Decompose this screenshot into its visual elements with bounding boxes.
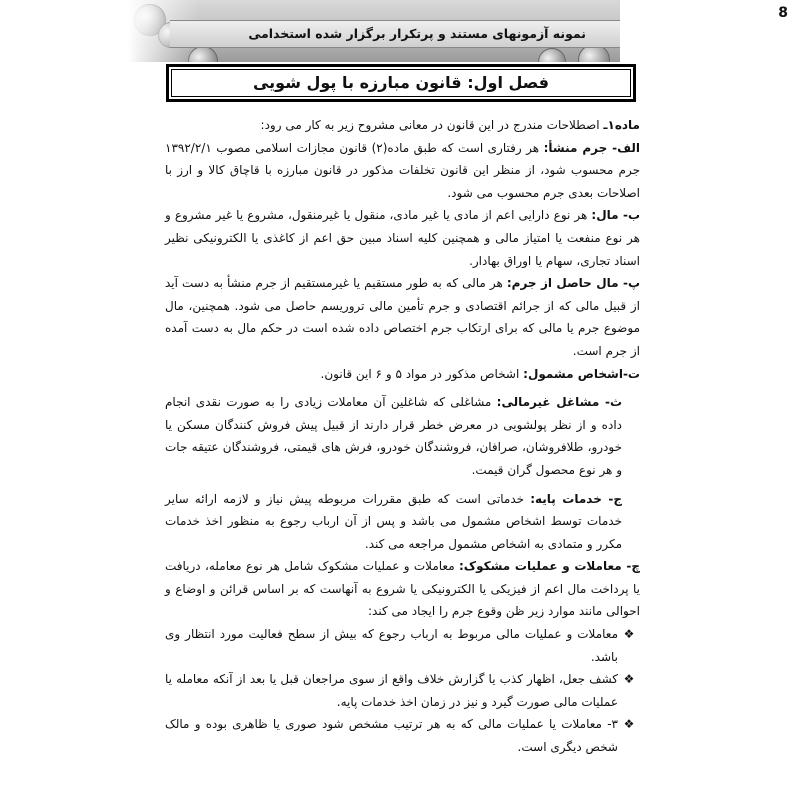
paragraph-label: ث- مشاغل غیرمالی: [496,395,623,410]
article-body [165,114,640,759]
chapter-title: فصل اول: قانون مبارزه با پول شویی [252,73,550,92]
paragraph-label: ت-اشخاص مشمول: [523,366,640,381]
paragraph-text: اشخاص مذکور در مواد ۵ و ۶ این قانون. [320,366,524,381]
chapter-title-box [166,64,636,102]
paragraph-text: هر رفتاری است که طبق ماده(۲) قانون مجازات اسلامی مصوب ۱۳۹۲/۲/۱ جرم محسوب شود، از منظر این قانون تخلفات مذکور در قانون مبارزه با قاچاق کالا و ارز با اصلاحات بعدی جرم محسوب می شود. [165,140,640,200]
paragraph [165,363,640,386]
paragraph [165,114,640,137]
diamond-bullet-icon: ❖ [623,672,635,687]
bullet-item [165,713,640,758]
header-title: نمونه آزمونهای مستند و پرتکرار برگزار شده استخدامی [248,26,586,41]
paragraph [165,488,640,556]
bullet-item [165,623,640,668]
paragraph [165,137,640,205]
page-header [128,0,620,62]
paragraph [165,555,640,623]
header-bar [170,20,620,48]
paragraph-text: اصطلاحات مندرج در این قانون در معانی مشروح زیر به کار می رود: [260,118,604,132]
coin-decoration [538,48,566,62]
paragraph-label: الف- جرم منشأ: [543,140,641,155]
paragraph [165,391,640,481]
paragraph-label: ب- مال: [591,208,641,223]
paragraph-label: چ- معاملات و عملیات مشکوک: [458,559,640,574]
paragraph-text: مشاغلی که شاغلین آن معاملات زیادی را به صورت نقدی انجام داده و از نظر پولشویی در معرض خطر قرار دارند از قبیل پیش فروش کنندگان مسکن یا خودرو، طلافروشان، صرافان، فروشندگان خودرو، فرش های قیمتی، فروشندگان عتیقه جات و هر نوع محصول گران قیمت. [165,395,622,477]
paragraph-label: ماده۱ـ [603,118,640,132]
bullet-text: معاملات و عملیات مالی مربوط به ارباب رجوع که بیش از سطح فعالیت مورد انتظار وی باشد. [165,627,618,664]
paragraph [165,204,640,272]
bullet-item [165,668,640,713]
paragraph-label: پ- مال حاصل از جرم: [506,276,640,291]
paragraph [165,272,640,362]
paragraph-label: ج- خدمات پایه: [530,491,623,506]
paragraph-text: هر مالی که به طور مستقیم یا غیرمستقیم از جرم منشأ به دست آید از قبیل مالی که از جرائم اقتصادی و جرم تأمین مالی تروریسم حاصل می شود. همچنین، مال موضوع جرم یا مالی که برای ارتکاب جرم اختصاص داده شده است در حکم مال به دست آمده از جرم است. [165,276,640,358]
diamond-bullet-icon: ❖ [623,627,635,642]
bullet-text: ۳- معاملات یا عملیات مالی که به هر ترتیب مشخص شود صوری یا ظاهری بوده و مالک شخص دیگری است. [165,717,618,755]
diamond-bullet-icon: ❖ [623,717,635,732]
paragraph-text: هر نوع دارایی اعم از مادی یا غیر مادی، منقول یا غیرمنقول، مشروع یا غیر مشروع و هر نوع منفعت یا امتیاز مالی و همچنین کلیه اسناد مبین حق اعم از کاغذی یا الکترونیکی نظیر اسناد تجاری، سهام یا اوراق بهادار. [165,208,640,268]
page-number: 8 [778,5,788,21]
paragraph-text: معاملات و عملیات مشکوک شامل هر نوع معامله، دریافت یا پرداخت مال اعم از فیزیکی یا الکترونیکی یا شروع به آنهاست که بر اساس قرائن و اوضاع و احوالی مانند موارد زیر ظن وقوع جرم را ایجاد می کند: [165,559,640,619]
paragraph-text: خدماتی است که طبق مقررات مربوطه پیش نیاز و لازمه ارائه سایر خدمات توسط اشخاص مشمول می باشد و پس از آن ارباب رجوع به منظور اخذ خدمات مکرر و متمادی به اشخاص مشمول مراجعه می کند. [165,491,622,551]
bullet-text: کشف جعل، اظهار کذب یا گزارش خلاف واقع از سوی مراجعان قبل یا بعد از آنکه معامله یا عملیات مالی صورت گیرد و نیز در زمان اخذ خدمات پایه. [165,672,618,709]
